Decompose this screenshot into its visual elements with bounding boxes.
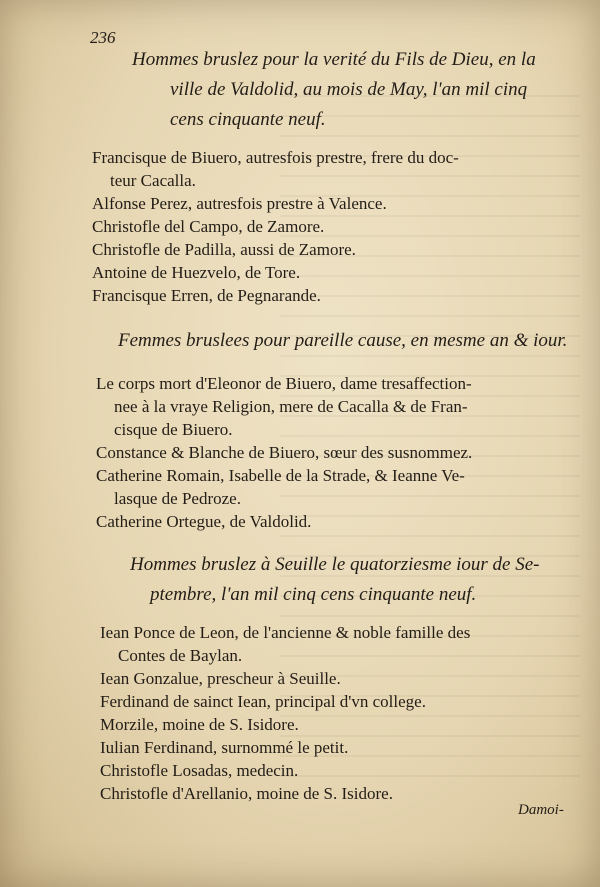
page-number: 236	[90, 28, 116, 47]
entry-line: Iean Gonzalue, prescheur à Seuille.	[100, 669, 341, 688]
entry-line: Morzile, moine de S. Isidore.	[100, 715, 299, 734]
entry	[100, 759, 580, 782]
entry-line: Iean Ponce de Leon, de l'ancienne & noble famille des	[100, 623, 471, 642]
entry-line: Antoine de Huezvelo, de Tore.	[92, 263, 301, 282]
entry-line: Christofle del Campo, de Zamore.	[92, 217, 325, 236]
entry-line: Constance & Blanche de Biuero, sœur des susnommez.	[96, 443, 473, 462]
entry-line: Christofle Losadas, medecin.	[100, 761, 299, 780]
catchword: Damoi-	[518, 802, 564, 818]
heading-line: cens cinquante neuf.	[170, 109, 326, 130]
entry-line: Francisque Erren, de Pegnarande.	[92, 286, 321, 305]
section-heading-2	[118, 326, 578, 356]
heading-line: ville de Valdolid, au mois de May, l'an mil cinq	[170, 79, 528, 100]
entry-line: Le corps mort d'Eleonor de Biuero, dame tresaffection-	[96, 374, 472, 393]
entry	[100, 667, 580, 690]
entry	[92, 146, 572, 192]
heading-line: ptembre, l'an mil cinq cens cinquante neuf.	[150, 584, 477, 605]
entry-line: cisque de Biuero.	[114, 420, 233, 439]
entry-list-1	[92, 146, 572, 307]
entry-list-3	[100, 621, 580, 805]
heading-line: Hommes bruslez pour la verité du Fils de Dieu, en la	[132, 49, 536, 70]
entry	[100, 713, 580, 736]
entry	[100, 736, 580, 759]
entry-line: Christofle de Padilla, aussi de Zamore.	[92, 240, 356, 259]
entry-line: Ferdinand de sainct Iean, principal d'vn college.	[100, 692, 426, 711]
heading-line: Hommes bruslez à Seuille le quatorziesme iour de Se-	[130, 554, 540, 575]
entry-line: Catherine Romain, Isabelle de la Strade, & Ieanne Ve-	[96, 466, 465, 485]
entry	[92, 215, 572, 238]
entry	[92, 261, 572, 284]
entry-line: Contes de Baylan.	[118, 646, 243, 665]
entry	[100, 782, 580, 805]
entry-line: nee à la vraye Religion, mere de Cacalla & de Fran-	[114, 397, 468, 416]
entry	[96, 464, 576, 510]
entry	[92, 238, 572, 261]
entry	[92, 284, 572, 307]
entry	[100, 690, 580, 713]
heading-line: Femmes bruslees pour pareille cause, en mesme an & iour.	[118, 330, 568, 351]
entry-line: Francisque de Biuero, autresfois prestre, frere du doc-	[92, 148, 459, 167]
entry-line: Iulian Ferdinand, surnommé le petit.	[100, 738, 349, 757]
entry-line: Catherine Ortegue, de Valdolid.	[96, 512, 312, 531]
entry	[100, 621, 580, 667]
entry	[96, 510, 576, 533]
entry-line: lasque de Pedroze.	[114, 489, 241, 508]
entry-line: Alfonse Perez, autresfois prestre à Valence.	[92, 194, 387, 213]
entry	[96, 372, 576, 441]
entry-list-2	[96, 372, 576, 533]
section-heading-1	[132, 45, 572, 135]
entry	[96, 441, 576, 464]
section-heading-3	[130, 550, 580, 610]
entry-line: teur Cacalla.	[110, 171, 196, 190]
entry	[92, 192, 572, 215]
entry-line: Christofle d'Arellanio, moine de S. Isidore.	[100, 784, 393, 803]
